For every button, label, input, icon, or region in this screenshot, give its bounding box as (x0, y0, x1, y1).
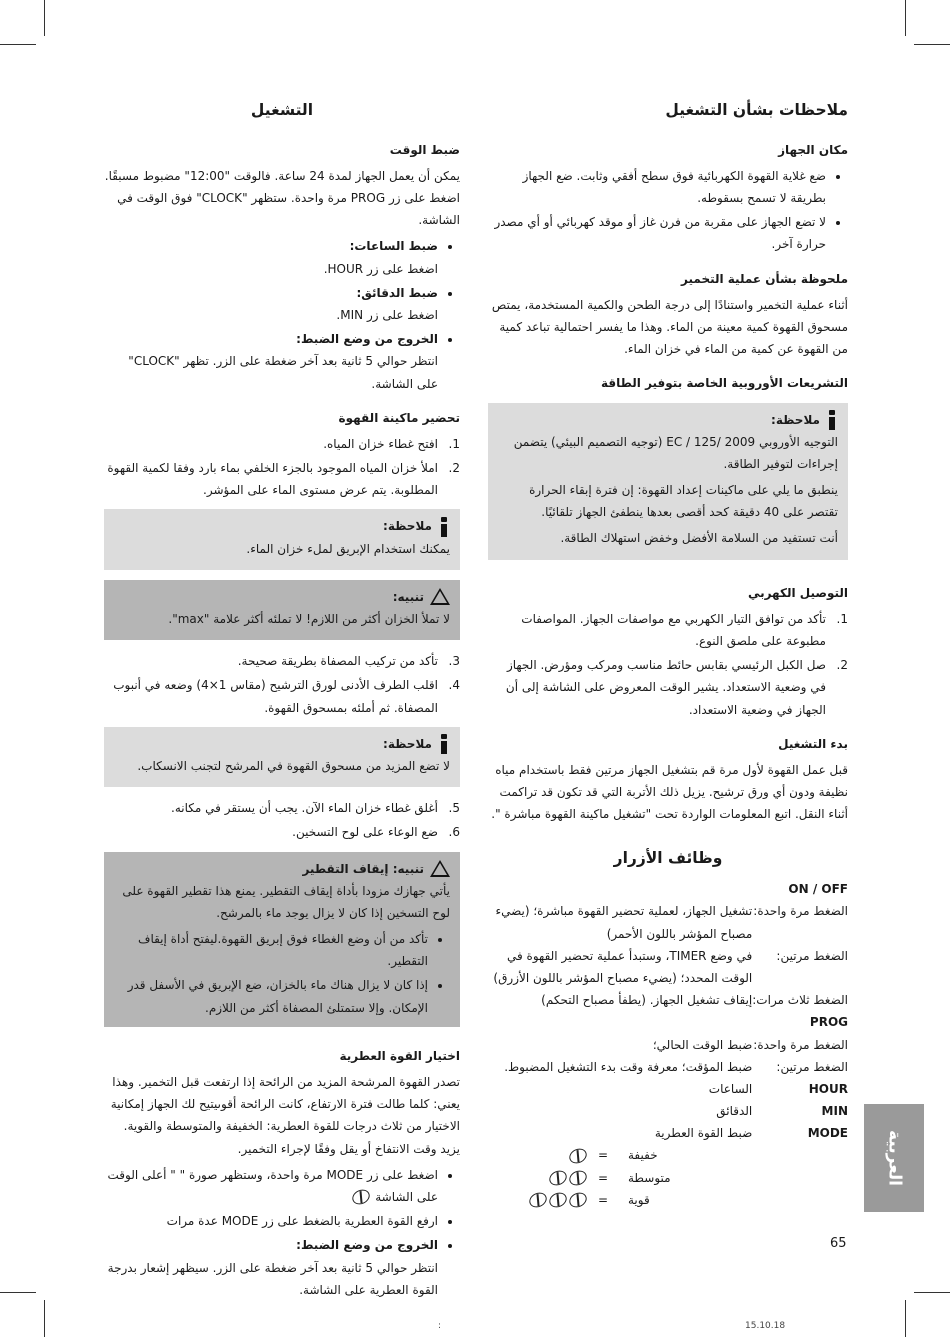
warning-title: تنبيه: (392, 589, 424, 604)
step-number: 1. (448, 436, 460, 451)
list-item (104, 797, 460, 819)
left-column (104, 96, 460, 1307)
section-title-buttons: وظائف الأزرار (613, 848, 723, 867)
electric-steps (488, 608, 848, 721)
coffee-bean-icon (567, 1168, 589, 1188)
row-key: الضغط مرة واحدة: (753, 1037, 848, 1052)
note-line: ينطبق ما يلي على ماكينات إعداد القهوة: إن فترة إبقاء الحرارة تقتصر على 40 دقيقة كحد أقصى بعدها ينطفئ الجهاز تلقائيًا. (529, 483, 838, 520)
strength-row (488, 1167, 708, 1189)
crop-mark (905, 1300, 906, 1337)
list-item (104, 433, 460, 455)
row-key: الضغط مرة واحدة: (753, 904, 848, 919)
heading-eu: التشريعات الأوروبية الخاصة بتوفير الطاقة (600, 376, 848, 391)
button-prog: PROG (809, 1015, 848, 1030)
step-number: 2. (448, 461, 460, 476)
right-column (488, 96, 848, 1211)
clock-text: يمكن أن يعمل الجهاز لمدة 24 ساعة. فالوقت "12:00" مضبوط مسبقًا. اضغط على زر PROG مرة واحدة. ستظهر "CLOCK" فوق الوقت في الشاشة. (104, 168, 460, 228)
crop-mark (44, 0, 45, 36)
list-item (104, 282, 438, 326)
row-value: الدقائق (716, 1104, 753, 1119)
warning-box-2 (104, 852, 460, 1027)
row-key: الضغط مرتين: (776, 1059, 848, 1074)
step-text: تأكد من توافق التيار الكهربي مع مواصفات الجهاز. المواصفات مطبوعة على ملصق النوع. (521, 611, 826, 649)
warning-box-1 (104, 580, 460, 640)
warning-title: تنبيه: إيقاف التقطير (302, 861, 424, 876)
coffee-bean-icon (567, 1146, 589, 1166)
prep-steps-a (104, 433, 460, 502)
note-box-2 (104, 727, 460, 787)
coffee-bean-icon (567, 1190, 589, 1210)
list-item (104, 457, 460, 501)
note-title: ملاحظة: (383, 519, 432, 534)
info-icon (438, 517, 450, 537)
crop-mark (914, 44, 950, 45)
table-row (488, 1122, 848, 1144)
heading-brewing: ملحوظة بشأن عملية التخمير (681, 271, 848, 286)
list-item (104, 1164, 438, 1208)
step-number: 3. (448, 654, 460, 669)
list-item (104, 1234, 438, 1301)
button-functions-table (488, 878, 848, 1144)
aroma-text: تصدر القهوة المرشحة المزيد من الرائحة إذا ارتفعت قبل التخمير. وهذا يعني: كلما طالت فترة الارتفاع، كانت الرائحة أقوىيتيح لك الجهاز إمكانية الاختيار من ثلاث درجات للقوة العطرية: الخفيفة والمتوسطة والقوية. يزيد وقت الانتفاخ أو يقل وفقًا لإجراء التخمير. (110, 1075, 460, 1156)
clock-list (104, 235, 460, 394)
list-item (488, 654, 848, 721)
brewing-text: أثناء عملية التخمير واستنادًا إلى درجة الطحن والكمية المستخدمة، يمتص مسحوق القهوة كمية معينة من الماء. وهذا ما يفسر احتمالية تباعد كمية من القهوة عن كمية من الماء في خزان الماء. (491, 297, 848, 357)
equals-sign: = (597, 1148, 609, 1163)
item-heading: ضبط الساعات: (349, 239, 438, 254)
table-row (488, 989, 848, 1011)
step-text: املأ خزان المياه الموجود بالجزء الخلفي بماء بارد وفقا لكمية القهوة المطلوبة. يتم عرض مستوى الماء على المؤشر. (107, 461, 438, 498)
table-row (488, 1100, 848, 1122)
list-item: • إذا كان لا يزال هناك ماء بالخزان، ضع الإبريق في الأسفل قدر الإمكان. وإلا ستمتلئ المصفاة أكثر من اللازم. (112, 974, 428, 1018)
equals-sign: = (597, 1170, 609, 1185)
heading-start: بدء التشغيل (778, 736, 848, 751)
language-tab (864, 1104, 924, 1212)
coffee-bean-icon (547, 1190, 569, 1210)
list-item (104, 650, 460, 672)
strength-list (488, 1144, 848, 1211)
step-text: أغلق غطاء خزان الماء الآن. يجب أن يستقر في مكانه. (171, 801, 438, 816)
warning-text: لا تملأ الخزان أكثر من اللازم! لا تملئه أكثر علامة "max". (168, 612, 450, 627)
list-item: • ضع غلاية القهوة الكهربائية فوق سطح أفقي وثابت. ضع الجهاز بطريقة لا تسمح بسقوطه. (488, 165, 826, 209)
strength-name: متوسطة (628, 1170, 671, 1185)
button-onoff: ON / OFF (788, 882, 848, 897)
equals-sign: = (597, 1192, 609, 1207)
footer-mark: : (438, 1321, 442, 1331)
language-label: العربية (884, 1129, 905, 1187)
step-text: ضع الوعاء على لوح التسخين. (292, 825, 438, 840)
list-item: • تأكد من أن وضع الغطاء فوق إبريق القهوة.ليفتح أداة إيقاف التقطير. (112, 928, 428, 972)
note-box-1 (104, 509, 460, 569)
warning-list (112, 928, 450, 1019)
list-item (104, 674, 460, 718)
start-text: قبل عمل القهوة لأول مرة قم بتشغيل الجهاز مرتين فقط باستخدام مياه نظيفة ودون أي ورق ترشيح. يزيل ذلك الأتربة التي قد تكون قد تراكمت أثناء النقل. اتبع المعلومات الواردة تحت "تشغيل ماكينة القهوة مباشرة ". (491, 762, 848, 822)
crop-mark (44, 1300, 45, 1337)
row-value: ضبط المؤقت؛ معرفة وقت بدء التشغيل المضبوط. (504, 1059, 753, 1074)
note-line: التوجيه الأوروبي EC / 125/ 2009 (توجيه التصميم البيئي) يتضمن إجراءات لتوفير الطاقة. (513, 434, 838, 471)
step-number: 6. (448, 825, 460, 840)
row-value: ضبط الوقت الحالي؛ (652, 1037, 753, 1052)
info-icon (438, 734, 450, 754)
info-icon (826, 410, 838, 430)
note-header (112, 733, 450, 755)
list-item: • لا تضع الجهاز على مقربة من فرن غاز أو موقد كهربائي أو أي مصدر حرارة آخر. (488, 211, 826, 255)
item-heading: ضبط الدقائق: (356, 285, 438, 300)
bean-icons (568, 1144, 588, 1166)
table-row (488, 945, 848, 989)
item-text: انتظر حوالي 5 ثانية بعد آخر ضغطة على الزر. تظهر "CLOCK" على الشاشة. (128, 354, 438, 391)
warning-header (112, 586, 450, 608)
table-row (488, 1056, 848, 1078)
heading-aroma: اختيار القوة العطرية (339, 1048, 460, 1063)
step-number: 5. (448, 801, 460, 816)
warning-header (112, 858, 450, 880)
page-number: 65 (830, 1236, 847, 1251)
step-number: 4. (448, 678, 460, 693)
list-item: • ارفع القوة العطرية بالضغط على زر MODE عدة مرات (104, 1210, 438, 1232)
note-text: يمكنك استخدام الإبريق لملء خزان الماء. (246, 541, 450, 556)
crop-mark (905, 0, 906, 36)
item-text: انتظر حوالي 5 ثانية بعد آخر ضغطة على الزر. سيظهر إشعار بدرجة القوة العطرية على الشاشة. (107, 1260, 438, 1297)
section-title-operation: التشغيل (250, 101, 314, 119)
bean-icons (548, 1167, 588, 1189)
heading-prep: تحضير ماكينة القهوة (338, 410, 460, 425)
step-text: افتح غطاء خزان المياه. (323, 436, 438, 451)
coffee-bean-icon (527, 1190, 549, 1210)
row-value: ضبط القوة العطرية (654, 1126, 753, 1141)
table-row (488, 1034, 848, 1056)
item-heading: الخروج من وضع الضبط: (296, 332, 438, 347)
note-line: أنت تستفيد من السلامة الأفضل وخفض استهلاك الطاقة. (560, 531, 838, 546)
heading-electric: التوصيل الكهربي (747, 585, 848, 600)
list-item (104, 235, 438, 279)
row-value: تشغيل الجهاز، لعملية تحضير القهوة مباشرة؛ (يضيء مصباح المؤشر باللون الأحمر) (495, 904, 753, 941)
list-item (488, 608, 848, 652)
step-text: تأكد من تركيب المصفاة بطريقة صحيحة. (237, 654, 438, 669)
warning-triangle-icon (430, 860, 450, 877)
button-min: MIN (821, 1104, 848, 1119)
aroma-list (104, 1164, 460, 1301)
crop-mark (0, 44, 36, 45)
table-row (488, 1078, 848, 1100)
coffee-bean-icon (350, 1187, 372, 1207)
prep-steps-c (104, 797, 460, 843)
button-mode: MODE (807, 1126, 848, 1141)
strength-row (488, 1189, 708, 1211)
item-text: اضغط على زر MODE مرة واحدة، وستظهر صورة " " أعلى الوقت على الشاشة (107, 1167, 438, 1204)
note-header (496, 409, 838, 431)
row-key: الضغط مرتين: (776, 948, 848, 963)
list-item (104, 821, 460, 843)
warning-triangle-icon (430, 588, 450, 605)
note-title: ملاحظة: (383, 736, 432, 751)
strength-name: خفيفة (628, 1148, 658, 1163)
note-text: لا تضع المزيد من مسحوق القهوة في المرشح لتجنب الانسكاب. (137, 758, 450, 773)
row-value: إيقاف تشغيل الجهاز. (يطفأ مصباح التحكم) (541, 993, 753, 1008)
row-key: الضغط ثلاث مرات: (752, 993, 848, 1008)
item-text: اضغط على زر MIN. (336, 307, 438, 322)
section-title-operation-notes: ملاحظات بشأن التشغيل (665, 101, 848, 119)
footer-date: 15.10.18 (745, 1321, 786, 1331)
note-header (112, 515, 450, 537)
list-item (104, 328, 438, 395)
heading-clock: ضبط الوقت (389, 142, 460, 157)
note-box-eu (488, 403, 848, 560)
button-hour: HOUR (808, 1081, 848, 1096)
strength-row (488, 1144, 708, 1166)
strength-name: قوية (628, 1192, 650, 1207)
step-number: 1. (836, 611, 848, 626)
warning-text: يأتي جهازك مزودا بأداة إيقاف التقطير. يمنع هذا تقطير القهوة على لوح التسخين إذا كان لا يزال يوجد ماء بالمرشح. (122, 883, 450, 920)
item-heading: الخروج من وضع الضبط: (296, 1238, 438, 1253)
row-value: الساعات (708, 1081, 753, 1096)
note-title: ملاحظة: (771, 412, 820, 427)
crop-mark (0, 1292, 36, 1293)
step-text: صل الكبل الرئيسي بقابس حائط مناسب ومركب ومؤرض. الجهاز في وضعية الاستعداد. يشير الوقت المعروض على الشاشة إلى أن الجهاز في وضعية الاستعداد. (505, 658, 826, 717)
bean-icons (528, 1189, 588, 1211)
step-text: اقلب الطرف الأدنى لورق الترشيح (مقاس 1×4) وضعه في أنبوب المصفاة. ثم أملئه بمسحوق القهوة. (113, 678, 438, 715)
row-value: في وضع TIMER، وستبدأ عملية تحضير القهوة في الوقت المحدد؛ (يضيء مصباح المؤشر باللون الأزرق) (493, 948, 753, 985)
crop-mark (914, 1292, 950, 1293)
heading-location: مكان الجهاز (778, 142, 848, 157)
location-list (488, 165, 848, 256)
coffee-bean-icon (547, 1168, 569, 1188)
table-row (488, 900, 848, 944)
step-number: 2. (836, 658, 848, 673)
item-text: اضغط على زر HOUR. (323, 261, 438, 276)
prep-steps-b (104, 650, 460, 719)
